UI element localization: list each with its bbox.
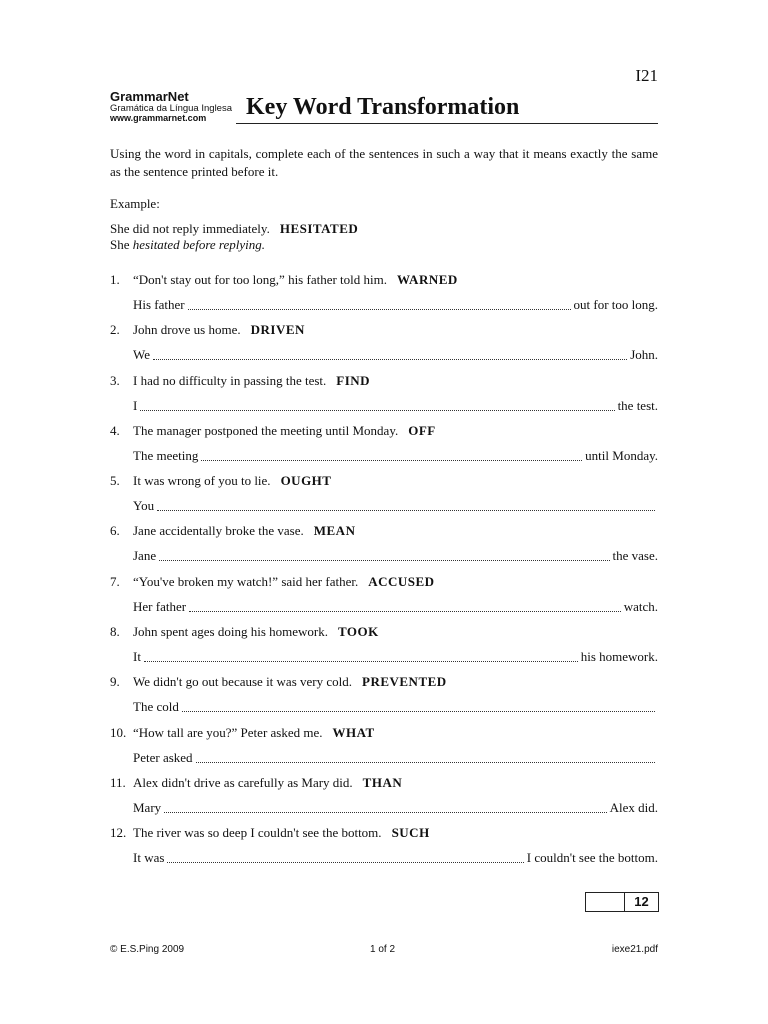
item-number: 10.: [110, 724, 127, 740]
question-line: [110, 521, 658, 541]
example-answer: hesitated before replying.: [132, 237, 266, 252]
answer-end: the test.: [617, 397, 658, 413]
example-label: Example:: [110, 196, 160, 211]
answer-blank[interactable]: [164, 811, 606, 813]
question-sentence: John drove us home.: [133, 322, 241, 338]
answer-blank[interactable]: [188, 308, 571, 310]
question-sentence: Jane accidentally broke the vase.: [133, 523, 304, 539]
question-line: [110, 672, 658, 692]
brand-name: GrammarNet: [110, 89, 189, 104]
item-number: 5.: [110, 473, 120, 489]
answer-blank[interactable]: [153, 358, 627, 360]
item-number: 1.: [110, 272, 120, 287]
answer-line: [133, 546, 658, 566]
score-total: 12: [634, 894, 649, 909]
question-text: [133, 371, 370, 391]
question-sentence: “How tall are you?” Peter asked me.: [133, 724, 323, 740]
question-text: [133, 672, 447, 692]
question-line: [110, 622, 658, 642]
example-keyword: HESITATED: [279, 221, 359, 236]
score-box: [585, 892, 659, 912]
brand-url: www.grammarnet.com: [110, 112, 207, 123]
question-sentence: The river was so deep I couldn't see the bottom.: [133, 825, 382, 841]
question-sentence: I had no difficulty in passing the test.: [133, 372, 327, 388]
answer-line: [133, 647, 658, 667]
question-text: [133, 572, 435, 592]
question-line: [110, 471, 658, 491]
question-text: [133, 823, 430, 843]
item-number: 11.: [110, 774, 126, 790]
keyword: SUCH: [391, 825, 430, 841]
question-text: [133, 421, 436, 441]
answer-blank[interactable]: [196, 761, 655, 763]
example-answer-prefix: She: [110, 237, 133, 252]
page-code: I21: [635, 66, 658, 85]
answer-start: The meeting: [133, 447, 199, 463]
keyword: ACCUSED: [368, 573, 435, 589]
exercise-item: [110, 723, 658, 773]
question-sentence: The manager postponed the meeting until Monday.: [133, 422, 399, 438]
exercise-item: [110, 270, 658, 320]
answer-line: [133, 345, 658, 365]
keyword: OUGHT: [280, 473, 332, 489]
exercise-item: [110, 521, 658, 571]
footer-filename: iexe21.pdf: [611, 944, 658, 955]
exercise-item: [110, 471, 658, 521]
answer-end: John.: [630, 347, 658, 363]
item-number: 3.: [110, 372, 120, 388]
answer-start: We: [133, 347, 150, 363]
exercise-item: [110, 672, 658, 722]
exercise-item: [110, 622, 658, 672]
example-sentence-line: [110, 221, 358, 237]
answer-line: [133, 295, 658, 315]
exercise-item: [110, 823, 658, 873]
answer-end: the vase.: [612, 548, 658, 564]
question-text: [133, 270, 458, 290]
answer-line: [133, 446, 658, 466]
exercise-item: [110, 773, 658, 823]
answer-blank[interactable]: [167, 861, 523, 863]
answer-start: It: [133, 649, 141, 665]
answer-blank[interactable]: [189, 610, 621, 612]
item-number: 6.: [110, 523, 120, 539]
keyword: FIND: [336, 372, 371, 388]
answer-end: his homework.: [580, 649, 658, 665]
exercise-list: [110, 270, 658, 874]
answer-start: The cold: [133, 699, 179, 715]
answer-end: until Monday.: [585, 447, 658, 463]
footer-copyright: © E.S.Ping 2009: [110, 944, 185, 955]
item-number: 12.: [110, 825, 127, 841]
page-title: Key Word Transformation: [246, 94, 520, 120]
answer-blank[interactable]: [201, 459, 582, 461]
question-text: [133, 471, 331, 491]
answer-line: [133, 697, 658, 717]
keyword: OFF: [408, 422, 436, 438]
answer-start: Jane: [133, 548, 157, 564]
question-line: [110, 572, 658, 592]
question-line: [110, 823, 658, 843]
keyword: THAN: [362, 774, 403, 790]
keyword: DRIVEN: [250, 322, 305, 338]
title-bar: [236, 94, 658, 124]
question-text: [133, 622, 379, 642]
answer-blank[interactable]: [140, 409, 614, 411]
answer-line: [133, 496, 658, 516]
answer-blank[interactable]: [157, 509, 655, 511]
answer-line: [133, 396, 658, 416]
item-number: 7.: [110, 573, 120, 589]
keyword: WHAT: [332, 724, 375, 740]
answer-end: Alex did.: [609, 799, 658, 815]
question-sentence: “You've broken my watch!” said her father.: [133, 573, 359, 589]
question-line: [110, 270, 658, 290]
instructions: Using the word in capitals, complete each of the sentences in such a way that it means exactly the same as the sentence printed before it.: [110, 146, 658, 179]
exercise-item: [110, 572, 658, 622]
keyword: MEAN: [313, 523, 356, 539]
question-text: [133, 773, 402, 793]
item-number: 8.: [110, 624, 120, 640]
answer-start: Her father: [133, 598, 187, 614]
answer-line: [133, 798, 658, 818]
answer-end: watch.: [623, 598, 658, 614]
question-text: [133, 320, 305, 340]
answer-start: His father: [133, 297, 185, 312]
brand-block: [110, 90, 232, 123]
exercise-item: [110, 320, 658, 370]
keyword: PREVENTED: [362, 674, 447, 690]
keyword: WARNED: [397, 272, 458, 287]
item-number: 4.: [110, 422, 120, 438]
answer-start: It was: [133, 850, 165, 866]
question-line: [110, 421, 658, 441]
question-text: [133, 521, 355, 541]
question-sentence: “Don't stay out for too long,” his father told him.: [133, 272, 387, 287]
answer-start: Mary: [133, 799, 162, 815]
answer-blank[interactable]: [182, 710, 655, 712]
answer-start: I: [133, 397, 138, 413]
question-sentence: John spent ages doing his homework.: [133, 624, 328, 640]
question-sentence: Alex didn't drive as carefully as Mary did.: [133, 774, 353, 790]
footer-page-number: 1 of 2: [370, 944, 396, 955]
answer-line: [133, 597, 658, 617]
exercise-item: [110, 421, 658, 471]
score-input-cell[interactable]: [586, 893, 625, 911]
answer-end: I couldn't see the bottom.: [526, 850, 658, 866]
question-line: [110, 320, 658, 340]
example-sentence: She did not reply immediately.: [110, 221, 270, 236]
keyword: TOOK: [337, 624, 379, 640]
question-line: [110, 371, 658, 391]
item-number: 2.: [110, 322, 120, 338]
answer-end: out for too long.: [573, 297, 658, 312]
exercise-item: [110, 371, 658, 421]
brand-subtitle: Gramática da Língua Inglesa: [110, 102, 232, 114]
answer-blank[interactable]: [159, 559, 609, 561]
question-sentence: It was wrong of you to lie.: [133, 473, 271, 489]
answer-blank[interactable]: [144, 660, 578, 662]
question-line: [110, 773, 658, 793]
answer-line: [133, 748, 658, 768]
answer-line: [133, 848, 658, 868]
question-sentence: We didn't go out because it was very cold.: [133, 674, 352, 690]
question-line: [110, 723, 658, 743]
answer-start: You: [133, 498, 155, 514]
answer-start: Peter asked: [133, 749, 193, 765]
item-number: 9.: [110, 674, 120, 690]
example-answer-line: [110, 237, 265, 253]
question-text: [133, 723, 375, 743]
